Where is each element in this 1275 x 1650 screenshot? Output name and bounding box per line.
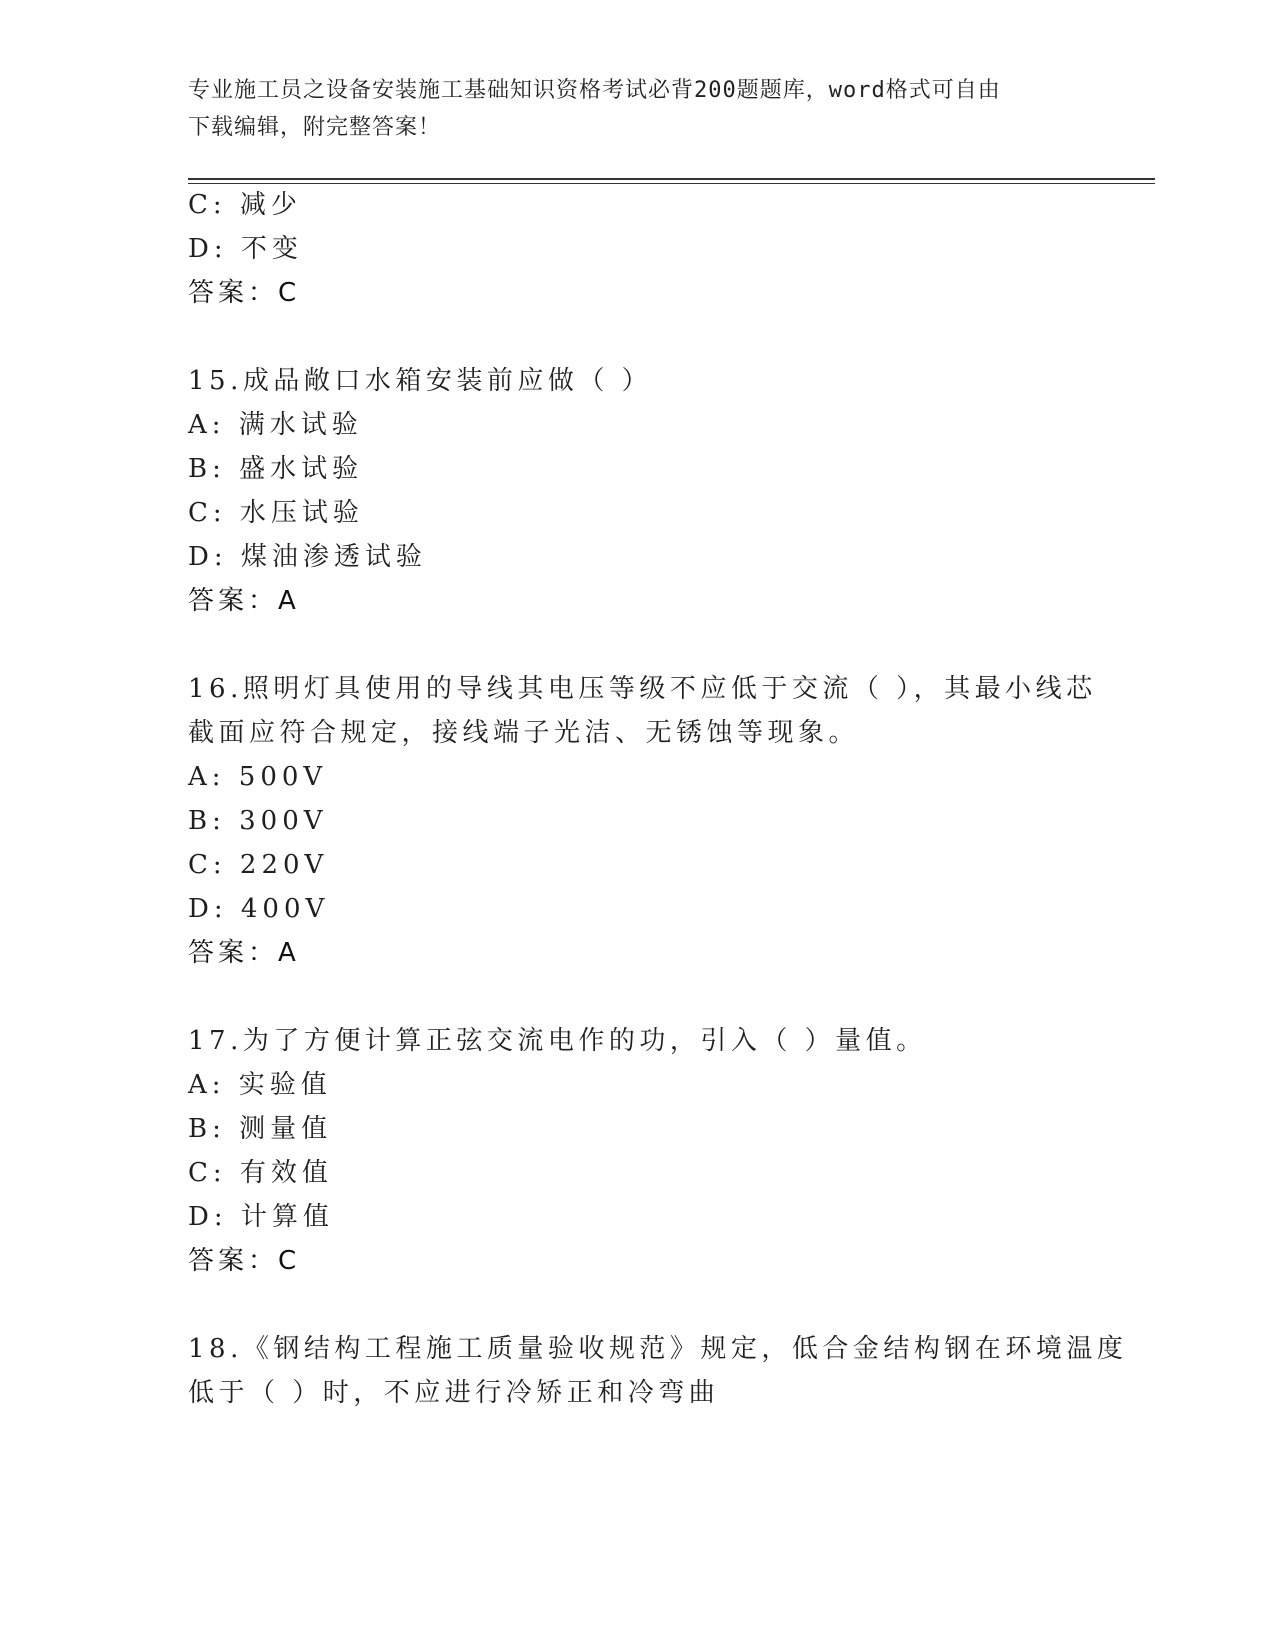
q17-option-b: B: 测量值 bbox=[188, 1114, 333, 1144]
q15-option-d: D: 煤油渗透试验 bbox=[188, 542, 427, 572]
header-line-2: 下载编辑，附完整答案！ bbox=[188, 115, 442, 140]
q17-option-a: A: 实验值 bbox=[188, 1070, 332, 1100]
document-header bbox=[188, 72, 1088, 146]
header-line-1: 专业施工员之设备安装施工基础知识资格考试必背200题题库，word格式可自由 bbox=[188, 78, 1001, 103]
q18-stem-line-1: 18.《钢结构工程施工质量验收规范》规定，低合金结构钢在环境温度 bbox=[188, 1334, 1128, 1364]
q16-option-c: C: 220V bbox=[188, 850, 329, 880]
q16-stem-line-1: 16.照明灯具使用的导线其电压等级不应低于交流（ ），其最小线芯 bbox=[188, 674, 1097, 704]
q15-option-a: A: 满水试验 bbox=[188, 410, 363, 440]
header-rule-thin bbox=[188, 183, 1155, 184]
q15-option-b: B: 盛水试验 bbox=[188, 454, 364, 484]
q16-stem-line-2: 截面应符合规定，接线端子光洁、无锈蚀等现象。 bbox=[188, 718, 860, 748]
q15-option-c: C: 水压试验 bbox=[188, 498, 364, 528]
prev-option-c: C: 减少 bbox=[188, 190, 302, 220]
q16-option-d: D: 400V bbox=[188, 894, 330, 924]
header-rule bbox=[188, 178, 1155, 180]
q18-stem-line-2: 低于（ ）时，不应进行冷矫正和冷弯曲 bbox=[188, 1378, 720, 1408]
q15-answer: 答案：A bbox=[188, 586, 300, 616]
q16-option-b: B: 300V bbox=[188, 806, 328, 836]
q16-option-a: A: 500V bbox=[188, 762, 328, 792]
q16-answer: 答案：A bbox=[188, 938, 300, 968]
prev-answer: 答案：C bbox=[188, 278, 301, 308]
q17-option-d: D: 计算值 bbox=[188, 1202, 334, 1232]
q17-answer: 答案：C bbox=[188, 1246, 301, 1276]
q15-stem: 15.成品敞口水箱安装前应做（ ） bbox=[188, 366, 653, 396]
prev-option-d: D: 不变 bbox=[188, 234, 303, 264]
q17-option-c: C: 有效值 bbox=[188, 1158, 333, 1188]
q17-stem: 17.为了方便计算正弦交流电作的功，引入（ ）量值。 bbox=[188, 1026, 927, 1056]
